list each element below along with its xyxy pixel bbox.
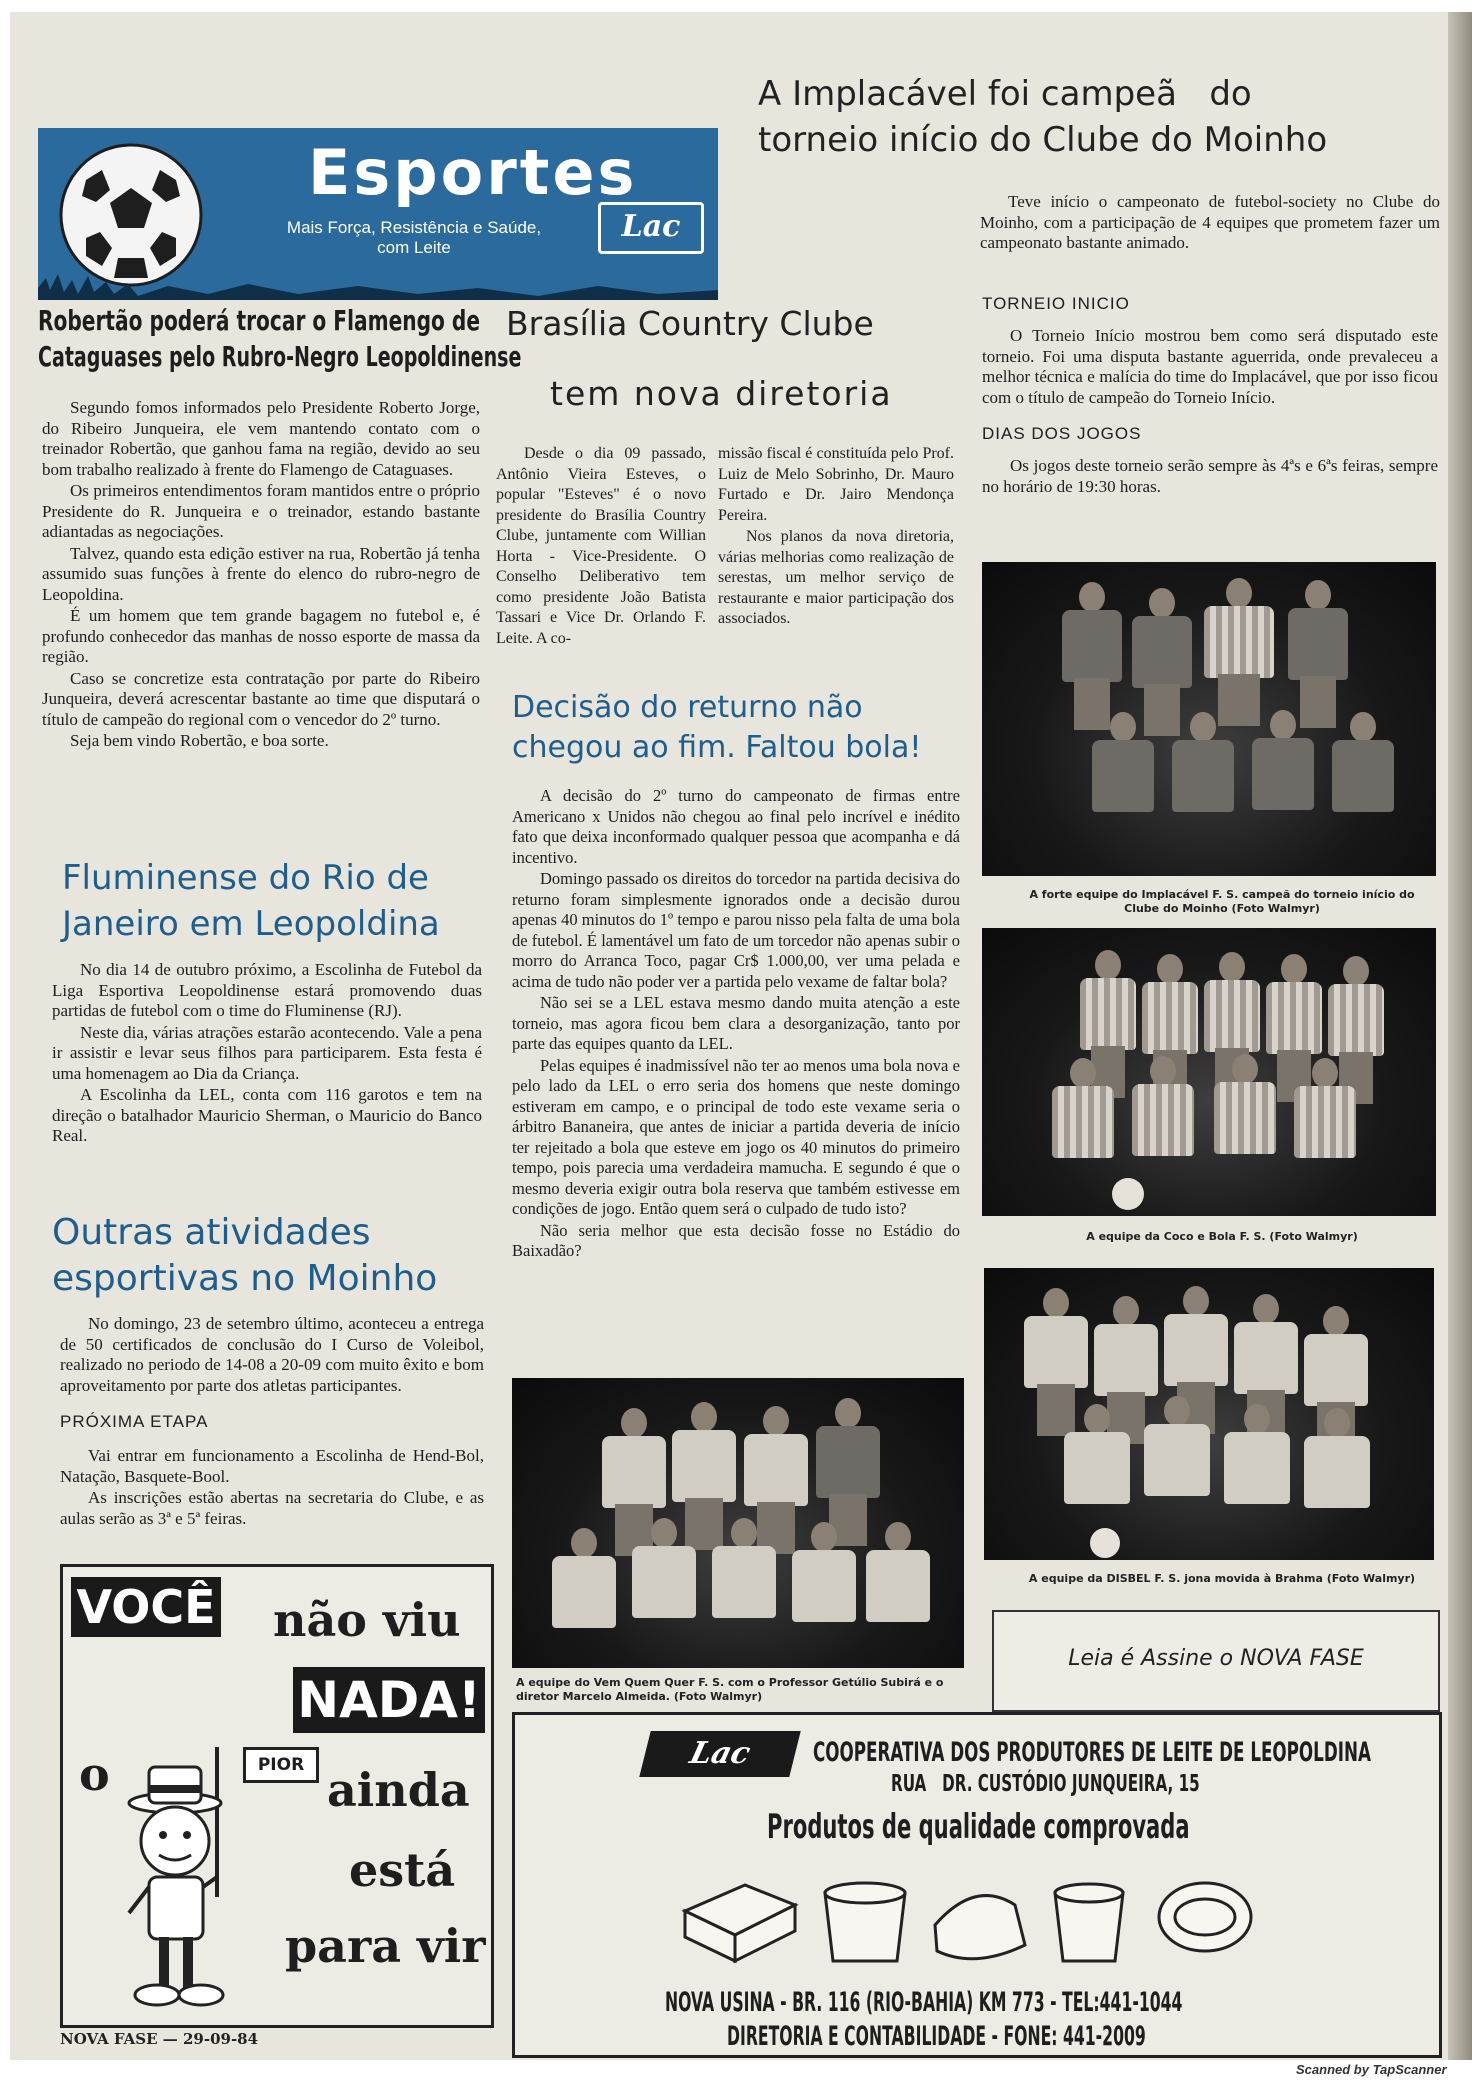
implacavel-p2: O Torneio Início mostrou bem como será disputado este torneio. Foi uma disputa bastante aguerrida, onde prevaleceu a melhor técnica e malícia do time do Implacável, que por isso ficou com o título de campeão do Torneio Início. [982,326,1438,407]
ad-para-vir: para vir [285,1919,486,1973]
brasilia-headline-2: tem nova diretoria [550,374,893,413]
fluminense-p3: A Escolinha da LEL, conta com 116 garotos e tem na direção o batalhador Mauricio Sherman, o Mauricio do Banco Real. [52,1085,482,1145]
esportes-banner [38,128,718,298]
decisao-headline-1: Decisão do returno não [512,690,863,725]
ad-lac-line1: COOPERATIVA DOS PRODUTORES DE LEITE DE LEOPOLDINA [813,1737,1371,1768]
implacavel-p1: Teve início o campeonato de futebol-society no Clube do Moinho, com a participação de 4 equipes que prometem fazer um campeonato bastante animado. [980,192,1440,252]
robertao-headline-1: Robertão poderá trocar o Flamengo de [38,304,481,337]
outras-headline-1: Outras atividades [52,1212,371,1253]
decisao-headline-2: chegou ao fim. Faltou bola! [512,730,922,765]
ad-pior-sign: PIOR [243,1747,319,1783]
robertao-p3: Talvez, quando esta edição estiver na rua, Robertão já tenha assumido suas funções à frente do elenco do rubro-negro de Leopoldina. [42,543,480,604]
grass-decoration-icon [38,264,718,300]
ad-nada-word: NADA! [293,1667,485,1733]
banner-title: Esportes [308,136,638,209]
ad-nao-viu: não viu [273,1593,461,1647]
brasilia-col-2 [718,444,954,631]
photo-implacavel [982,562,1436,876]
page-footer: NOVA FASE — 29-09-84 [60,2030,259,2048]
caption-photo-implacavel: A forte equipe do Implacável F. S. campeã do torneio início do Clube do Moinho (Foto Walmyr) [1029,888,1415,915]
brasilia-col1-text: Desde o dia 09 passado, Antônio Vieira Esteves, o popular "Esteves" é o novo presidente do Brasília Country Clube, juntamente com Willian Horta - Vice-Presidente. O Conselho Deliberativo tem como presidente João Batista Tassari e Vice Dr. Orlando F. Leite. A co- [496,445,706,647]
outras-p2: Vai entrar em funcionamento a Escolinha de Hend-Bol, Natação, Basquete-Bool. [60,1446,484,1486]
fluminense-article [52,960,482,1148]
implacavel-sub-dias: DIAS DOS JOGOS [982,424,1142,443]
ad-lac-line4: NOVA USINA - BR. 116 (RIO-BAHIA) KM 773 - TEL:441-1044 [665,1987,1183,2018]
ad-voce-box [60,1564,494,2028]
decisao-article [512,786,960,1263]
implacavel-p3: Os jogos deste torneio serão sempre às 4ªs e 6ªs feiras, sempre no horário de 19:30 horas. [982,456,1438,496]
ad-lac-line3: Produtos de qualidade comprovada [767,1807,1190,1847]
ad-ainda: ainda [327,1763,470,1817]
photo-disbel [984,1268,1434,1560]
robertao-p4: É um homem que tem grande bagagem no futebol e, é profundo conhecedor das manhas de nosso esporte de massa da região. [42,606,480,666]
outras-sub: PRÓXIMA ETAPA [60,1412,209,1431]
scanner-watermark: Scanned by TapScanner [1296,2062,1447,2077]
banner-tagline-1: Mais Força, Resistência e Saúde, [286,218,542,237]
ad-lac-line5: DIRETORIA E CONTABILIDADE - FONE: 441-2009 [727,2021,1146,2052]
ad-lac-logo: Lac [639,1731,800,1777]
banner-lac-logo: Lac [598,202,704,254]
brasilia-headline-1: Brasília Country Clube [506,304,874,343]
caption-photo-disbel: A equipe da DISBEL F. S. jona movida à Brahma (Foto Walmyr) [1028,1572,1416,1585]
implacavel-sub-torneio: TORNEIO INICIO [982,294,1130,313]
decisao-p4: Pelas equipes é inadmissível não ter ao menos uma bola nova e pelo lado da LEL o erro seria dos homens que neste domingo estiveram em campo, e o principal de todo este vexame seria o árbitro Bananeira, que antes de iniciar a partida deveria de início ter rejeitado a bola que esteve em jogo os 40 minutos do primeiro tempo, pois parecia uma verdadeira mamucha. E segundo é que o mesmo deveria exigir outra bola reserva que também estivesse em condições de jogo. Então quem será o culpado de tudo isto? [512,1055,960,1218]
fluminense-p2: Neste dia, várias atrações estarão acontecendo. Vale a pena ir assistir e levar seus filhos para participarem. Esta festa é uma homenagem ao Dia da Criança. [52,1022,482,1083]
dairy-products-icon [675,1865,1295,1975]
banner-tagline-2: com Leite [377,238,451,257]
outras-headline-2: esportivas no Moinho [52,1258,438,1299]
caption-photo-vem-quem-quer: A equipe do Vem Quem Quer F. S. com o Professor Getúlio Subirá e o diretor Marcelo Almeida. (Foto Walmyr) [516,1676,944,1703]
brasilia-col2a-text: missão fiscal é constituída pelo Prof. Luiz de Melo Sobrinho, Dr. Mauro Furtado e Dr. Jairo Mendonça Pereira. [718,445,954,524]
robertao-p5: Caso se concretize esta contratação por parte do Ribeiro Junqueira, deverá acrescentar bastante ao time que disputará o título de campeão do regional com o vencedor do 2º turno. [42,668,480,729]
implacavel-headline-2: torneio início do Clube do Moinho [758,120,1328,160]
brasilia-col-1 [496,444,706,650]
implacavel-headline-1: A Implacável foi campeã do [758,74,1252,114]
robertao-p1: Segundo fomos informados pelo Presidente Roberto Jorge, do Ribeiro Junqueira, ele vem mantendo contato com o treinador Robertão, que ganhou fama na região, devido ao seu bom trabalho realizado à frente do Flamengo de Cataguases. [42,398,480,479]
decisao-p5: Não seria melhor que esta decisão fosse no Estádio do Baixadão? [512,1220,960,1260]
implacavel-article [980,192,1440,255]
outras-p3: As inscrições estão abertas na secretaria do Clube, e as aulas serão as 3ª e 5ª feiras. [60,1488,484,1528]
leia-assine-text: Leia é Assine o NOVA FASE [1068,1646,1364,1671]
outras-p1: No domingo, 23 de setembro último, aconteceu a entrega de 50 certificados de conclusão do I Curso de Voleibol, realizado no periodo de 14-08 a 20-09 com muito êxito e bom aproveitamento por parte dos atletas participantes. [60,1314,484,1395]
photo-coco-bola [982,928,1436,1216]
decisao-p2: Domingo passado os direitos do torcedor na partida decisiva do returno foram simplesmente ignorados onde a decisão durou apenas 40 minutos do 1º tempo e parou nisso pela falta de uma bola de futebol. É lamentável um fato de um torcedor não apenas subir o morro do Arranca Toco, pagar Cr$ 1.000,00, ver uma pelada e acima de tudo não poder ver a partida pelo vexame de faltar bola? [512,869,960,991]
fluminense-p1: No dia 14 de outubro próximo, a Escolinha de Futebol da Liga Esportiva Leopoldinense estará promovendo duas partidas de futebol com o time do Fluminense (RJ). [52,960,482,1020]
robertao-headline [38,304,522,374]
ad-lac-box [512,1712,1442,2058]
ad-voce-word: VOCÊ [71,1577,221,1637]
brasilia-col2b-text: Nos planos da nova diretoria, várias melhorias como realização de serestas, um melhor serviço de restaurante e maior participação dos associados. [718,528,954,627]
robertao-headline-2: Cataguases pelo Rubro-Negro Leopoldinense [38,340,522,373]
fluminense-headline-1: Fluminense do Rio de [62,858,429,898]
fluminense-headline-2: Janeiro em Leopoldina [62,904,440,944]
ad-lac-line2: RUA DR. CUSTÓDIO JUNQUEIRA, 15 [891,1771,1200,1797]
photo-vem-quem-quer [512,1378,964,1668]
leia-assine-box [992,1610,1440,1712]
outras-article [60,1314,484,1530]
robertao-p2: Os primeiros entendimentos foram mantidos entre o próprio Presidente do R. Junqueira e o treinador, estando bastante adiantadas as negociações. [42,481,480,541]
decisao-p1: A decisão do 2º turno do campeonato de firmas entre Americano x Unidos não chegou ao final pelo incrível e inédito fato que deixa inconformado qualquer pessoa que acompanha e dá incentivo. [512,786,960,867]
ad-esta: está [349,1843,456,1897]
robertao-p6: Seja bem vindo Robertão, e boa sorte. [70,731,329,750]
page-edge [1448,12,1472,2060]
implacavel-article-cont [982,294,1438,498]
decisao-p3: Não sei se a LEL estava mesmo dando muita atenção a este torneio, mas agora ficou bem clara a desorganização, tanto por parte das equipes quanto da LEL. [512,993,960,1053]
ad-o-word: o [79,1747,110,1801]
caption-photo-coco-bola: A equipe da Coco e Bola F. S. (Foto Walmyr) [1086,1230,1358,1243]
robertao-article [42,398,480,753]
